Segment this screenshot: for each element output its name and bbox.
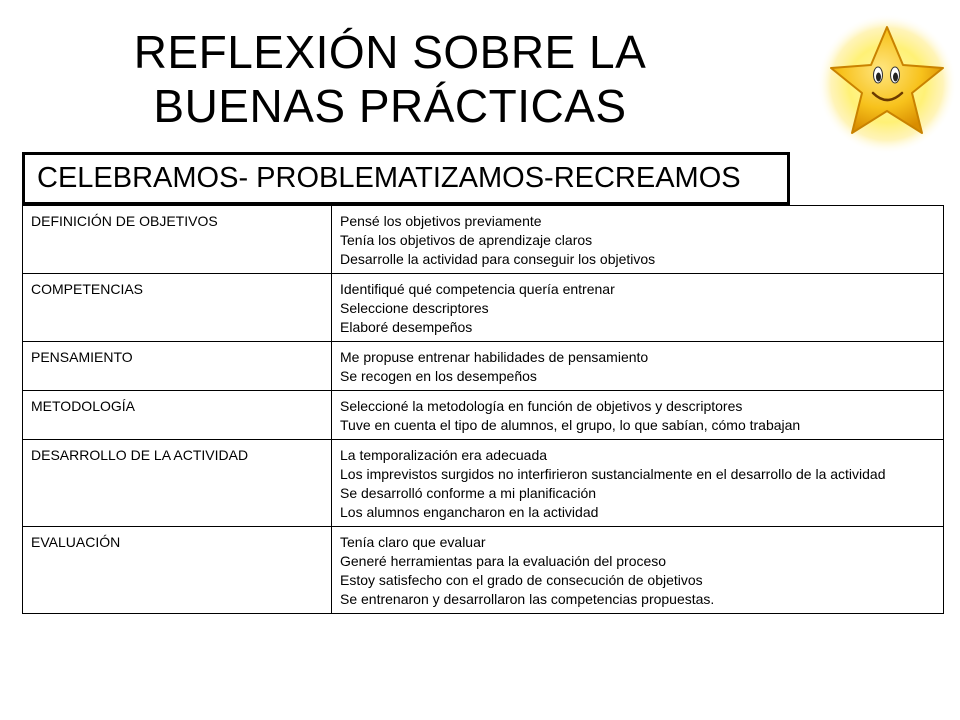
category-cell: METODOLOGÍA: [23, 391, 332, 440]
criteria-item: Me propuse entrenar habilidades de pensamiento: [340, 349, 649, 365]
category-cell: PENSAMIENTO: [23, 342, 332, 391]
slide-title-line-1: REFLEXIÓN SOBRE LA: [133, 26, 647, 78]
category-cell: COMPETENCIAS: [23, 274, 332, 342]
category-cell: DEFINICIÓN DE OBJETIVOS: [23, 206, 332, 274]
criteria-item: Estoy satisfecho con el grado de consecución de objetivos: [340, 572, 703, 588]
criteria-item: Desarrolle la actividad para conseguir los objetivos: [340, 251, 656, 267]
table-row: [23, 440, 944, 527]
criteria-item: Seleccioné la metodología en función de objetivos y descriptores: [340, 398, 743, 414]
criteria-item: Pensé los objetivos previamente: [340, 213, 542, 229]
slide-title-line-2: BUENAS PRÁCTICAS: [153, 80, 627, 132]
table-row: [23, 342, 944, 391]
criteria-item: Se recogen en los desempeños: [340, 368, 537, 384]
criteria-cell: [332, 206, 944, 274]
practices-table: [22, 205, 944, 614]
criteria-item: Tenía claro que evaluar: [340, 534, 486, 550]
criteria-item: Se desarrolló conforme a mi planificación: [340, 485, 597, 501]
criteria-item: Generé herramientas para la evaluación del proceso: [340, 553, 667, 569]
criteria-cell: [332, 342, 944, 391]
category-cell: EVALUACIÓN: [23, 527, 332, 614]
smiling-star-icon: [816, 13, 958, 155]
criteria-cell: [332, 391, 944, 440]
criteria-item: Identifiqué qué competencia quería entrenar: [340, 281, 615, 297]
criteria-item: Elaboré desempeños: [340, 319, 473, 335]
banner-celebramos: CELEBRAMOS- PROBLEMATIZAMOS-RECREAMOS: [22, 152, 790, 205]
criteria-item: Tenía los objetivos de aprendizaje claros: [340, 232, 593, 248]
table-row: [23, 391, 944, 440]
criteria-cell: [332, 527, 944, 614]
criteria-cell: [332, 274, 944, 342]
criteria-cell: [332, 440, 944, 527]
table-row: [23, 527, 944, 614]
criteria-item: Seleccione descriptores: [340, 300, 489, 316]
table-row: [23, 206, 944, 274]
slide-title: [0, 25, 780, 133]
criteria-item: Los alumnos engancharon en la actividad: [340, 504, 599, 520]
table-row: [23, 274, 944, 342]
criteria-item: Se entrenaron y desarrollaron las competencias propuestas.: [340, 591, 715, 607]
criteria-item: Tuve en cuenta el tipo de alumnos, el grupo, lo que sabían, cómo trabajan: [340, 417, 801, 433]
category-cell: DESARROLLO DE LA ACTIVIDAD: [23, 440, 332, 527]
criteria-item: La temporalización era adecuada: [340, 447, 548, 463]
criteria-item: Los imprevistos surgidos no interfirieron sustancialmente en el desarrollo de la actividad: [340, 466, 886, 482]
